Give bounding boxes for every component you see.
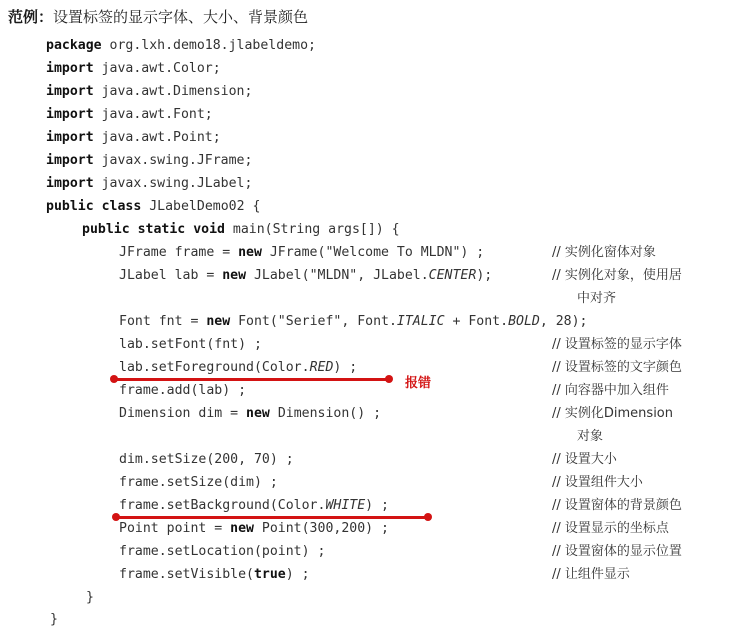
red-underline	[116, 516, 428, 519]
code-line-close-brace: }	[86, 590, 94, 605]
red-dot-marker	[385, 375, 393, 383]
error-label: 报错	[405, 376, 432, 391]
code-line: frame.setSize(dim) ;	[119, 475, 278, 490]
code-line: lab.setFont(fnt) ;	[119, 337, 262, 352]
code-comment: // 设置标签的显示字体	[552, 337, 682, 352]
code-line: JLabel lab = new JLabel("MLDN", JLabel.CENTER);	[119, 268, 493, 283]
code-comment: // 设置窗体的显示位置	[552, 544, 682, 559]
code-line: frame.setLocation(point) ;	[119, 544, 326, 559]
code-line-import: import javax.swing.JLabel;	[46, 176, 253, 191]
code-comment: // 实例化Dimension	[552, 406, 673, 421]
code-line: Point point = new Point(300,200) ;	[119, 521, 389, 536]
code-line-import: import java.awt.Dimension;	[46, 84, 253, 99]
code-comment: // 实例化对象，使用居	[552, 268, 682, 283]
title-text: 设置标签的显示字体、大小、背景颜色	[53, 8, 309, 26]
code-comment: // 向容器中加入组件	[552, 383, 669, 398]
red-dot-marker	[424, 513, 432, 521]
page-title	[8, 6, 308, 27]
code-line-main-decl: public static void main(String args[]) {	[82, 222, 400, 237]
code-comment: // 设置标签的文字颜色	[552, 360, 682, 375]
code-line-import: import java.awt.Point;	[46, 130, 221, 145]
code-line: frame.setVisible(true) ;	[119, 567, 310, 582]
code-line-error: frame.setBackground(Color.WHITE) ;	[119, 498, 389, 513]
code-line-import: import java.awt.Color;	[46, 61, 221, 76]
code-line-close-brace: }	[50, 612, 58, 627]
code-line-import: import java.awt.Font;	[46, 107, 213, 122]
code-comment: // 设置窗体的背景颜色	[552, 498, 682, 513]
code-line: JFrame frame = new JFrame("Welcome To MLDN") ;	[119, 245, 493, 260]
code-line-error: lab.setForeground(Color.RED) ;	[119, 360, 358, 375]
code-line: dim.setSize(200, 70) ;	[119, 452, 294, 467]
code-comment: // 设置组件大小	[552, 475, 643, 490]
code-comment: // 设置大小	[552, 452, 617, 467]
code-line-import: import javax.swing.JFrame;	[46, 153, 253, 168]
code-comment: // 让组件显示	[552, 567, 630, 582]
code-comment: 对象	[577, 429, 604, 444]
code-line-package: package org.lxh.demo18.jlabeldemo;	[46, 38, 316, 53]
code-line: Dimension dim = new Dimension() ;	[119, 406, 382, 421]
red-underline	[114, 378, 389, 381]
code-line: Font fnt = new Font("Serief", Font.ITALIC + Font.BOLD, 28);	[119, 314, 588, 329]
code-comment: 中对齐	[577, 291, 617, 306]
code-line-class-decl: public class JLabelDemo02 {	[46, 199, 261, 214]
code-line: frame.add(lab) ;	[119, 383, 247, 398]
code-comment: // 设置显示的坐标点	[552, 521, 669, 536]
code-comment: // 实例化窗体对象	[552, 245, 656, 260]
title-label: 范例：	[8, 8, 54, 26]
